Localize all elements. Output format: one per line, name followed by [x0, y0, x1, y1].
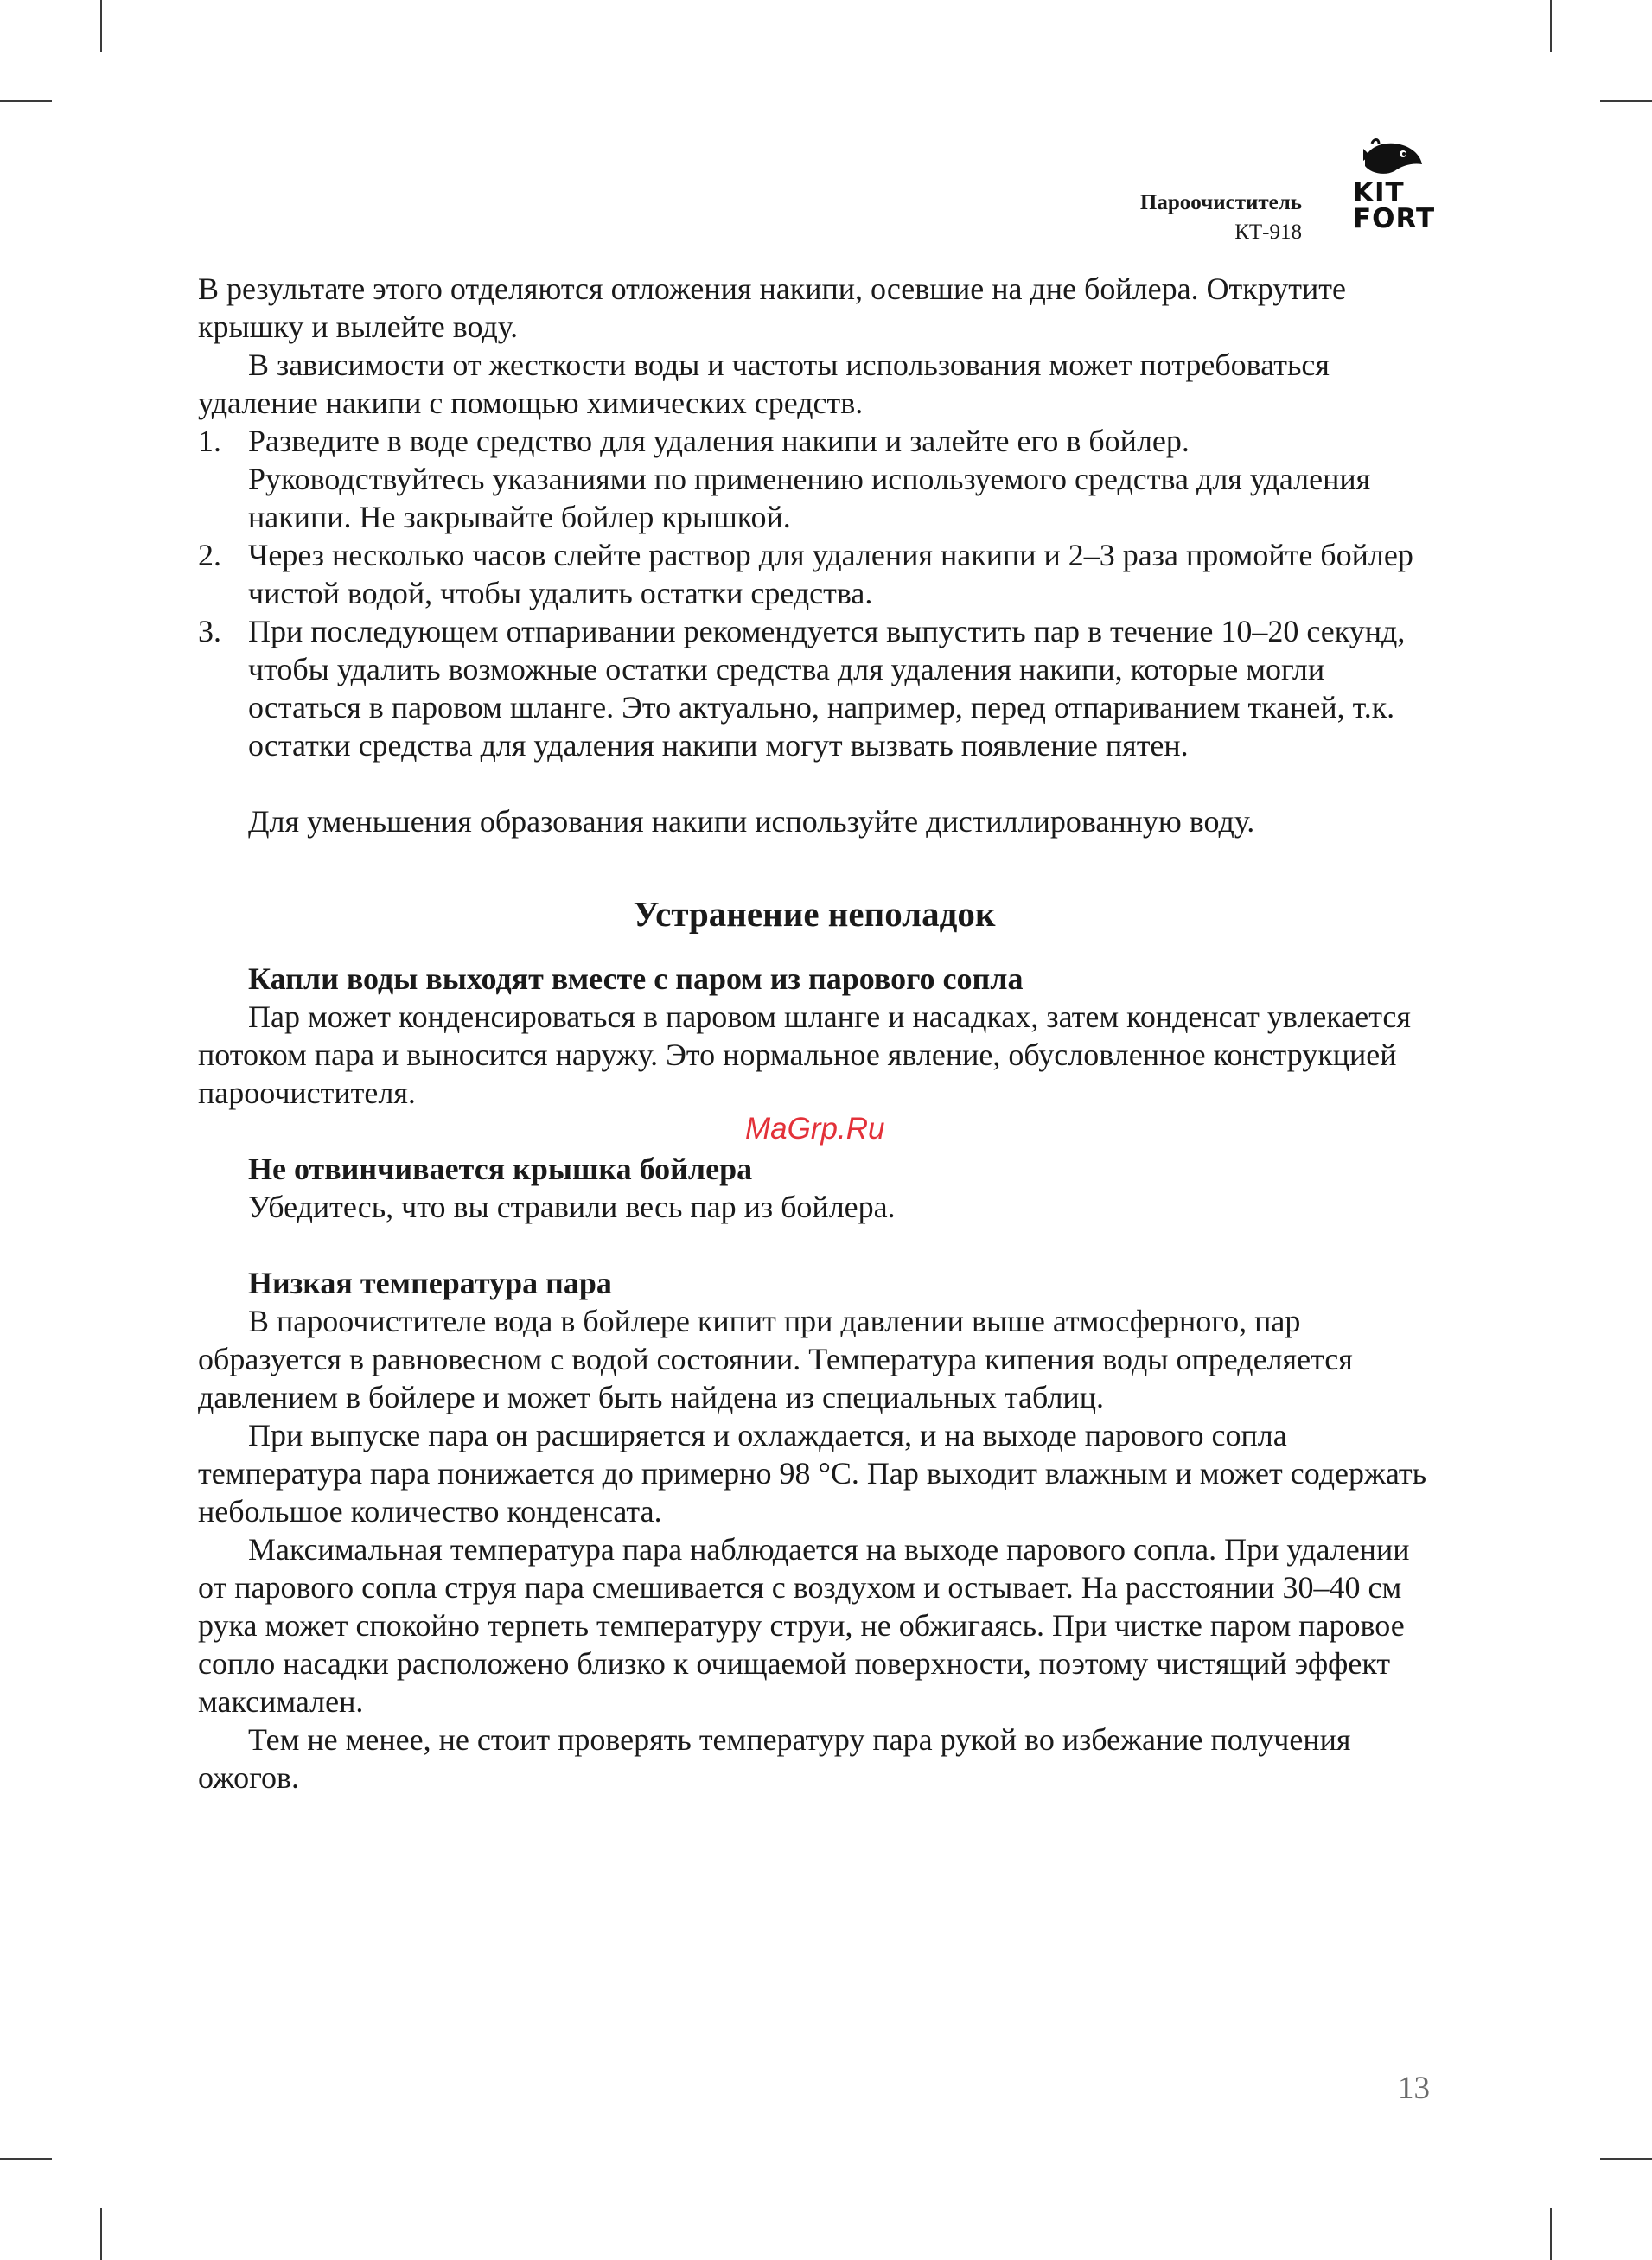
crop-mark: [100, 2208, 102, 2260]
body-paragraph: Убедитесь, что вы стравили весь пар из бойлера.: [248, 1190, 896, 1224]
step-text: Разведите в воде средство для удаления накипи и залейте его в бойлер. Руководствуйтесь указаниями по применению используемого средства для удаления накипи. Не закрывайте бойлер крышкой.: [248, 424, 1371, 534]
crop-mark: [100, 0, 102, 52]
logo-text-kit: KIT: [1353, 177, 1405, 208]
step-number: 3.: [198, 614, 221, 648]
crop-mark: [0, 2158, 52, 2160]
page-content: [198, 270, 1431, 1797]
body-paragraph: При выпуске пара он расширяется и охлаждается, и на выходе парового сопла температура пара понижается до примерно 98 °С. Пар выходит влажным и может содержать небольшое количество конденсата.: [198, 1418, 1427, 1529]
subsection-title: Низкая температура пара: [248, 1266, 612, 1300]
watermark: MaGrp.Ru: [745, 1112, 885, 1146]
subsection-title: Не отвинчивается крышка бойлера: [248, 1152, 753, 1186]
body-paragraph: Тем не менее, не стоит проверять температуру пара рукой во избежание получения ожогов.: [198, 1722, 1351, 1795]
list-item: [198, 422, 1431, 536]
body-paragraph: Максимальная температура пара наблюдается на выходе парового сопла. При удалении от парового сопла струя пара смешивается с воздухом и остывает. На расстоянии 30–40 см рука может спокойно терпеть температуру струи, не обжигаясь. При чистке паром паровое сопло насадки расположено близко к очищаемой поверхности, поэтому чистящий эффект максимален.: [198, 1532, 1410, 1719]
step-number: 1.: [198, 424, 221, 458]
list-item: [198, 536, 1431, 612]
descaling-steps: [198, 422, 1431, 764]
body-paragraph: Пар может конденсироваться в паровом шланге и насадках, затем конденсат увлекается потоком пара и выносится наружу. Это нормальное явление, обусловленное конструкцией пароочистителя.: [198, 999, 1411, 1110]
list-item: [198, 612, 1431, 764]
tip-paragraph: Для уменьшения образования накипи используйте дистиллированную воду.: [248, 804, 1255, 839]
product-title: Пароочиститель: [1139, 191, 1302, 214]
intro-paragraph: В результате этого отделяются отложения накипи, осевшие на дне бойлера. Открутите крышку и вылейте воду.: [198, 271, 1347, 344]
document-header: [1140, 188, 1302, 247]
intro-paragraph: В зависимости от жесткости воды и частоты использования может потребоваться удаление накипи с помощью химических средств.: [198, 348, 1330, 420]
page-number: 13: [1398, 2071, 1430, 2106]
section-heading: Устранение неполадок: [633, 894, 996, 934]
subsection-title: Капли воды выходят вместе с паром из парового сопла: [248, 961, 1024, 996]
brand-logo: [1343, 137, 1436, 240]
whale-icon: [1360, 137, 1429, 180]
product-model: КТ-918: [1234, 220, 1302, 244]
logo-text-fort: FORT: [1353, 203, 1436, 234]
crop-mark: [0, 100, 52, 102]
crop-mark: [1550, 2208, 1552, 2260]
step-text: Через несколько часов слейте раствор для удаления накипи и 2–3 раза промойте бойлер чистой водой, чтобы удалить остатки средства.: [248, 538, 1413, 610]
crop-mark: [1600, 100, 1652, 102]
crop-mark: [1550, 0, 1552, 52]
body-paragraph: В пароочистителе вода в бойлере кипит при давлении выше атмосферного, пар образуется в равновесном с водой состоянии. Температура кипения воды определяется давлением в бойлере и может быть найдена из специальных таблиц.: [198, 1304, 1353, 1414]
step-number: 2.: [198, 538, 221, 572]
step-text: При последующем отпаривании рекомендуется выпустить пар в течение 10–20 секунд, чтобы удалить возможные остатки средства для удаления накипи, которые могли остаться в паровом шланге. Это актуально, например, перед отпариванием тканей, т.к. остатки средства для удаления накипи могут вызвать появление пятен.: [248, 614, 1406, 763]
crop-mark: [1600, 2158, 1652, 2160]
